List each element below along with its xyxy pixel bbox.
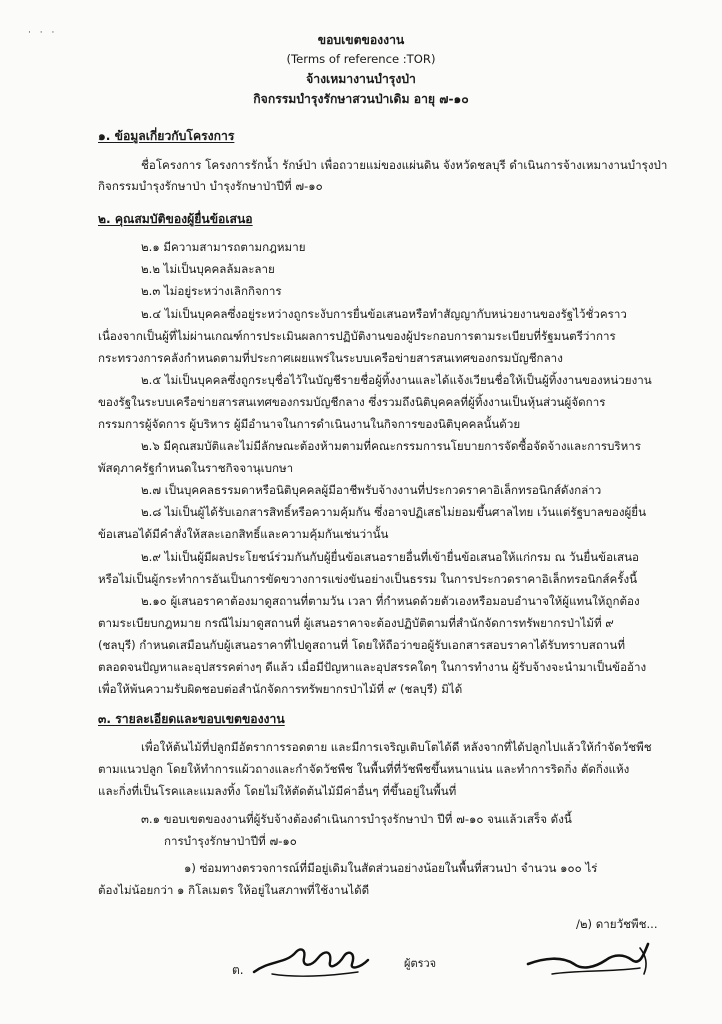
continuation-note: /๒) ดายวัชพืช... xyxy=(576,917,658,931)
section1-line: ชื่อโครงการ โครงการรักน้ำ รักษ์ป่า เพื่อถวายแม่ของแผ่นดิน จังหวัดชลบุรี ดำเนินการจ้างเหมางานบำรุงป่า xyxy=(141,158,668,172)
section2-line: เพื่อให้พ้นความรับผิดชอบต่อสำนักจัดการทรัพยากรป่าไม้ที่ ๙ (ชลบุรี) มิได้ xyxy=(98,682,463,696)
signer-note: ผู้ตรวจ xyxy=(404,957,437,970)
section2-line: ๒.๙ ไม่เป็นผู้มีผลประโยชน์ร่วมกันกับผู้ยื่นข้อเสนอรายอื่นที่เข้ายื่นข้อเสนอให้แก่กรม ณ วันยื่นข้อเสนอ xyxy=(141,550,639,564)
section2-line: พัสดุภาครัฐกำหนดในราชกิจจานุเบกษา xyxy=(98,461,294,475)
section2-line: ๒.๗ เป็นบุคคลธรรมดาหรือนิติบุคคลผู้มีอาชีพรับจ้างงานที่ประกวดราคาอิเล็กทรอนิกส์ดังกล่าว xyxy=(141,483,602,497)
project-name: จ้างเหมางานบำรุงป่า xyxy=(306,72,416,86)
section3-line: ต้องไม่น้อยกว่า ๑ กิโลเมตร ให้อยู่ในสภาพที่ใช้งานได้ดี xyxy=(98,883,370,897)
section2-line: (ชลบุรี) กำหนดเสมือนกับผู้เสนอราคาที่ไปดูสถานที่ โดยให้ถือว่าขอผู้รับเอกสารสอบราคาได้รับทราบสถานที่ xyxy=(98,638,625,652)
section3-line: เพื่อให้ต้นไม้ที่ปลูกมีอัตราการรอดตาย และมีการเจริญเติบโตได้ดี หลังจากที่ได้ปลูกไปแล้วให้กำจัดวัชพืช xyxy=(141,740,652,754)
activity-name: กิจกรรมบำรุงรักษาสวนป่าเดิม อายุ ๗-๑๐ xyxy=(253,92,469,106)
document-subtitle: (Terms of reference :TOR) xyxy=(286,52,436,66)
section2-heading: ๒. คุณสมบัติของผู้ยื่นข้อเสนอ xyxy=(98,212,253,226)
section2-line: ตลอดจนปัญหาและอุปสรรคต่างๆ ดีแล้ว เมื่อมีปัญหาและอุปสรรคใดๆ ในการทำงาน ผู้รับจ้างจะนำมาเป็นข้ออ้าง xyxy=(98,660,647,674)
section2-line: ๒.๑ มีความสามารถตามกฎหมาย xyxy=(141,240,306,254)
document-title: ขอบเขตของงาน xyxy=(317,33,405,47)
section2-line: ข้อเสนอได้มีคำสั่งให้สละเอกสิทธิ์และความคุ้มกันเช่นว่านั้น xyxy=(98,527,389,541)
section2-line: ๒.๘ ไม่เป็นผู้ได้รับเอกสารสิทธิ์หรือความคุ้มกัน ซึ่งอาจปฏิเสธไม่ยอมขึ้นศาลไทย เว้นแต่รัฐบาลของผู้ยื่น xyxy=(141,505,647,519)
signature-mark xyxy=(522,934,662,984)
section2-line: เนื่องจากเป็นผู้ที่ไม่ผ่านเกณฑ์การประเมินผลการปฏิบัติงานของผู้ประกอบการตามระเบียบที่รัฐมนตรีว่าการ xyxy=(98,329,616,343)
section2-line: ๒.๕ ไม่เป็นบุคคลซึ่งถูกระบุชื่อไว้ในบัญชีรายชื่อผู้ทิ้งงานและได้แจ้งเวียนชื่อให้เป็นผู้ทิ้งงานของหน่วยงาน xyxy=(141,373,652,387)
section2-line: ๒.๑๐ ผู้เสนอราคาต้องมาดูสถานที่ตามวัน เวลา ที่กำหนดด้วยตัวเองหรือมอบอำนาจให้ผู้แทนให้ถูกต้อง xyxy=(141,594,640,608)
section3-line: การบำรุงรักษาป่าปีที่ ๗-๑๐ xyxy=(164,834,297,848)
section2-line: ๒.๖ มีคุณสมบัติและไม่มีลักษณะต้องห้ามตามที่คณะกรรมการนโยบายการจัดซื้อจัดจ้างและการบริหาร xyxy=(141,439,642,453)
section2-line: ๒.๓ ไม่อยู่ระหว่างเลิกกิจการ xyxy=(141,284,282,298)
section2-line: ๒.๔ ไม่เป็นบุคคลซึ่งอยู่ระหว่างถูกระงับการยื่นข้อเสนอหรือทำสัญญากับหน่วยงานของรัฐไว้ชั่วคราว xyxy=(141,307,627,321)
section2-line: ของรัฐในระบบเครือข่ายสารสนเทศของกรมบัญชีกลาง ซึ่งรวมถึงนิติบุคคลที่ผู้ทิ้งงานเป็นหุ้นส่วนผู้จัดการ xyxy=(98,395,606,409)
section1-line: กิจกรรมบำรุงรักษาป่า บำรุงรักษาป่าปีที่ ๗-๑๐ xyxy=(98,179,323,193)
section2-line: กรรมการผู้จัดการ ผู้บริหาร ผู้มีอำนาจในการดำเนินงานในกิจการของนิติบุคคลนั้นด้วย xyxy=(98,417,521,431)
section2-line: ๒.๒ ไม่เป็นบุคคลล้มละลาย xyxy=(141,262,275,276)
section3-line: และกิ่งที่เป็นโรคและแมลงทิ้ง โดยไม่ให้ตัดต้นไม้มีค่าอื่นๆ ที่ขึ้นอยู่ในพื้นที่ xyxy=(98,784,457,798)
signature-mark xyxy=(246,938,396,986)
section1-heading: ๑. ข้อมูลเกี่ยวกับโครงการ xyxy=(98,129,235,143)
section3-line: ๑) ซ่อมทางตรวจการณ์ที่มีอยู่เดิมในสัดส่วนอย่างน้อยในพื้นที่สวนป่า จำนวน ๑๐๐ ไร่ xyxy=(184,861,598,875)
section2-line: กระทรวงการคลังกำหนดตามที่ประกาศเผยแพร่ในระบบเครือข่ายสารสนเทศของกรมบัญชีกลาง xyxy=(98,351,563,365)
section2-line: ตามระเบียบกฎหมาย กรณีไม่มาดูสถานที่ ผู้เสนอราคาจะต้องปฏิบัติตามที่สำนักจัดการทรัพยากรป่าไม้ที่ ๙ xyxy=(98,616,614,630)
section3-line: ๓.๑ ขอบเขตของงานที่ผู้รับจ้างต้องดำเนินการบำรุงรักษาป่า ปีที่ ๗-๑๐ จนแล้วเสร็จ ดังนี้ xyxy=(141,812,572,826)
initial-mark: ต. xyxy=(232,963,244,977)
section3-line: ตามแนวปลูก โดยให้ทำการแผ้วถางและกำจัดวัชพืช ในพื้นที่ที่วัชพืชขึ้นหนาแน่น และทำการริดกิ่ง ตัดกิ่งแห้ง xyxy=(98,762,630,776)
section3-heading: ๓. รายละเอียดและขอบเขตของงาน xyxy=(98,712,285,726)
scan-speckle-marks: · · · xyxy=(28,28,58,38)
section2-line: หรือไม่เป็นผู้กระทำการอันเป็นการขัดขวางการแข่งขันอย่างเป็นธรรม ในการประกวดราคาอิเล็กทรอนิกส์ครั้งนี้ xyxy=(98,572,638,586)
